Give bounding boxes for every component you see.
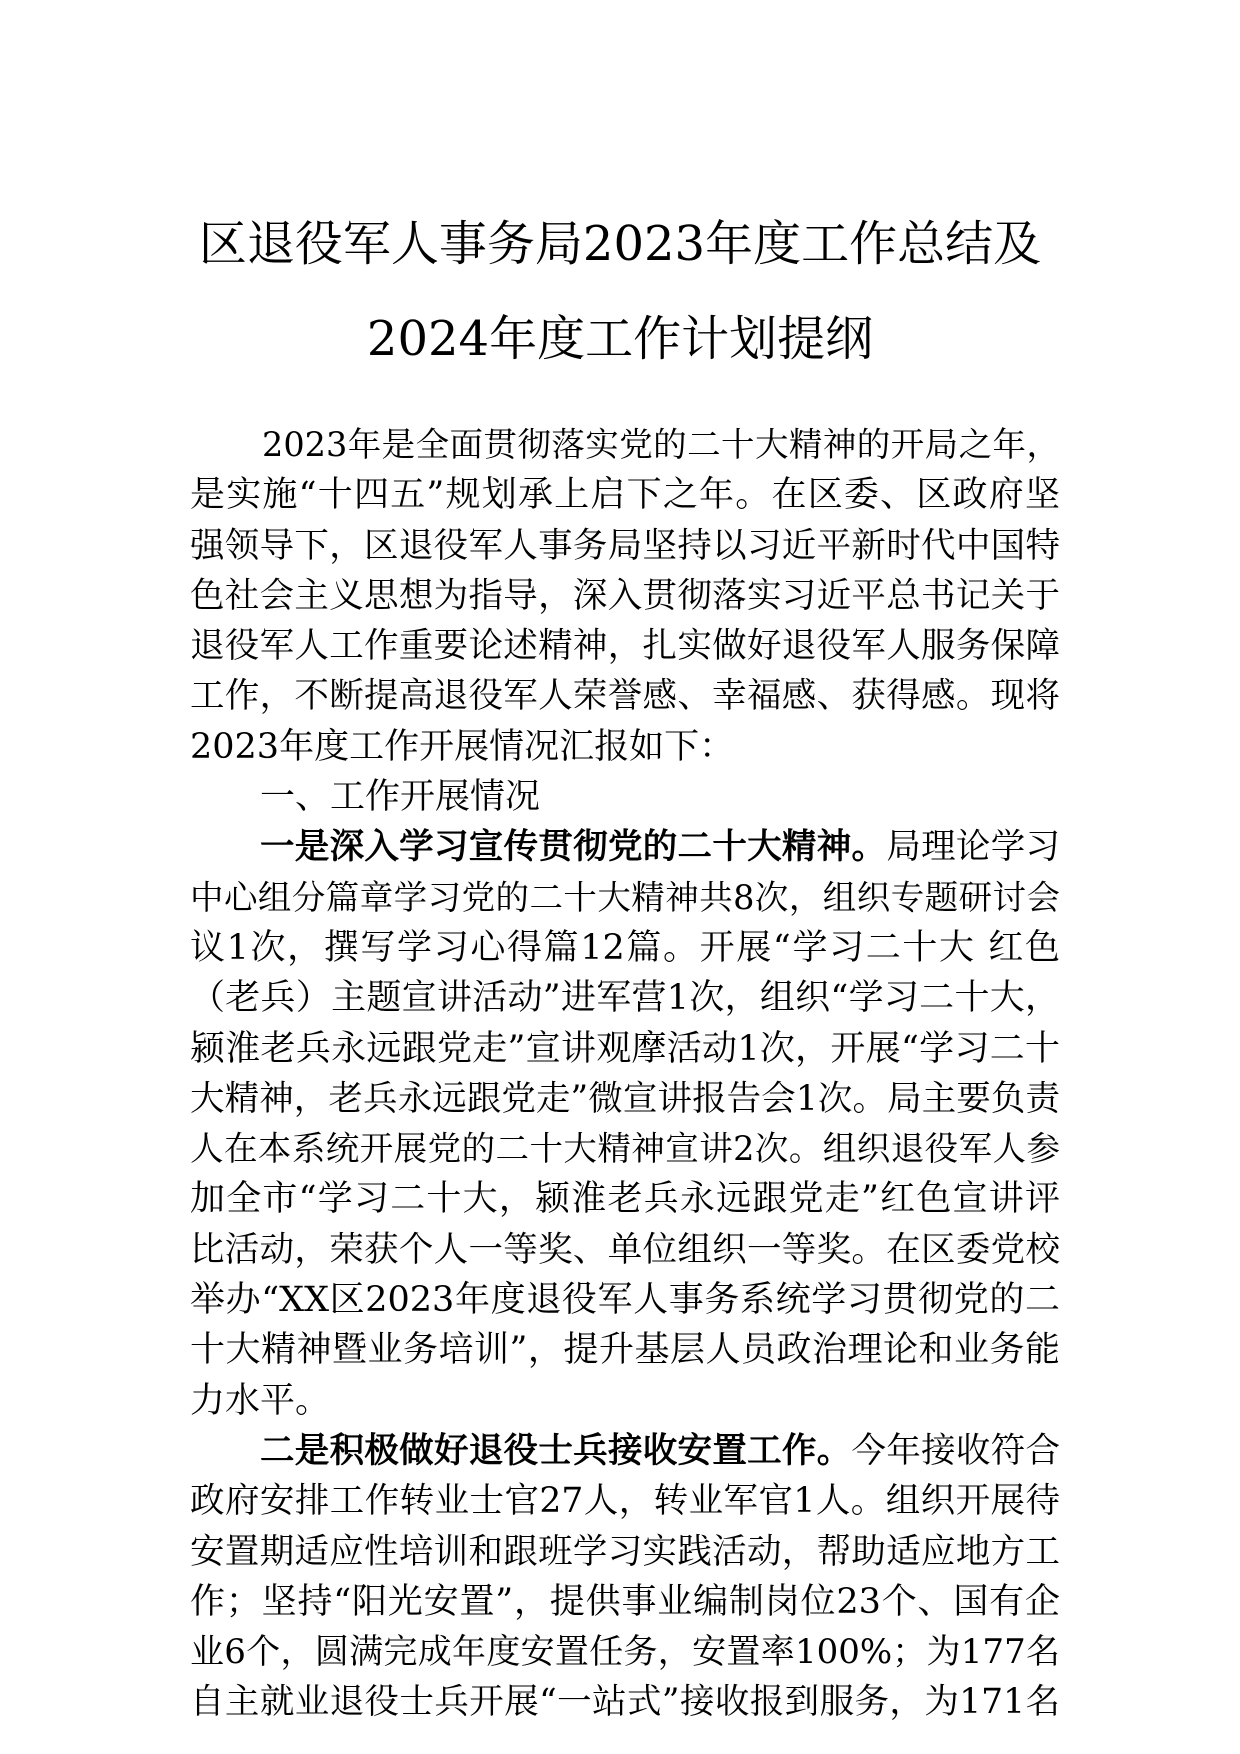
intro-line: 色社会主义思想为指导，深入贯彻落实习近平总书记关于	[190, 575, 1060, 616]
section-heading: 一、工作开展情况	[260, 777, 541, 818]
item1-line: 比活动，荣获个人一等奖、单位组织一等奖。在区委党校	[190, 1229, 1060, 1270]
intro-line: 2023年度工作开展情况汇报如下：	[190, 726, 735, 767]
intro-line: 是实施“十四五”规划承上启下之年。在区委、区政府坚	[190, 475, 1060, 516]
item2-line: 政府安排工作转业士官27人，转业军官1人。组织开展待	[190, 1481, 1060, 1522]
intro-line: 工作，不断提高退役军人荣誉感、幸福感、获得感。现将	[190, 676, 1060, 717]
item1-line: 颍淮老兵永远跟党走”宣讲观摩活动1次，开展“学习二十	[190, 1028, 1060, 1069]
intro-line: 退役军人工作重要论述精神，扎实做好退役军人服务保障	[190, 626, 1060, 667]
item2-line: 自主就业退役士兵开展“一站式”接收报到服务，为171名	[190, 1682, 1060, 1723]
item1-line: 中心组分篇章学习党的二十大精神共8次，组织专题研讨会	[190, 877, 1060, 917]
item1-line: 举办“XX区2023年度退役军人事务系统学习贯彻党的二	[190, 1280, 1060, 1321]
item1-first-line-rest: 局理论学习	[886, 827, 1061, 868]
intro-line: 2023年是全面贯彻落实党的二十大精神的开局之年，	[262, 425, 1060, 464]
intro-line: 强领导下，区退役军人事务局坚持以习近平新时代中国特	[190, 525, 1060, 566]
item2-line: 业6个，圆满完成年度安置任务，安置率100%；为177名	[190, 1632, 1060, 1673]
item2-line: 作；坚持“阳光安置”，提供事业编制岗位23个、国有企	[190, 1581, 1060, 1622]
item1-line: 十大精神暨业务培训”，提升基层人员政治理论和业务能	[190, 1330, 1060, 1371]
item1-line: 议1次，撰写学习心得篇12篇。开展“学习二十大 红色	[190, 927, 1060, 968]
document-title-line-2: 2024年度工作计划提纲	[366, 311, 874, 367]
item1-line: （老兵）主题宣讲活动”进军营1次，组织“学习二十大，	[190, 978, 1060, 1019]
document-title-line-1: 区退役军人事务局2023年度工作总结及	[198, 216, 1042, 272]
document-body	[190, 420, 1060, 1728]
item2-first-line-rest: 今年接收符合	[851, 1430, 1061, 1471]
item1-line: 加全市“学习二十大，颍淮老兵永远跟党走”红色宣讲评	[190, 1179, 1060, 1220]
item2-line: 安置期适应性培训和跟班学习实践活动，帮助适应地方工	[190, 1531, 1060, 1572]
item1-line: 大精神，老兵永远跟党走”微宣讲报告会1次。局主要负责	[190, 1078, 1060, 1119]
item1-line: 力水平。	[190, 1380, 331, 1421]
item1-first-line	[190, 822, 1060, 872]
item1-lead: 一是深入学习宣传贯彻党的二十大精神。	[260, 827, 887, 868]
item2-lead: 二是积极做好退役士兵接收安置工作。	[260, 1430, 852, 1471]
item2-first-line	[190, 1426, 1060, 1476]
item1-line: 人在本系统开展党的二十大精神宣讲2次。组织退役军人参	[190, 1129, 1060, 1169]
